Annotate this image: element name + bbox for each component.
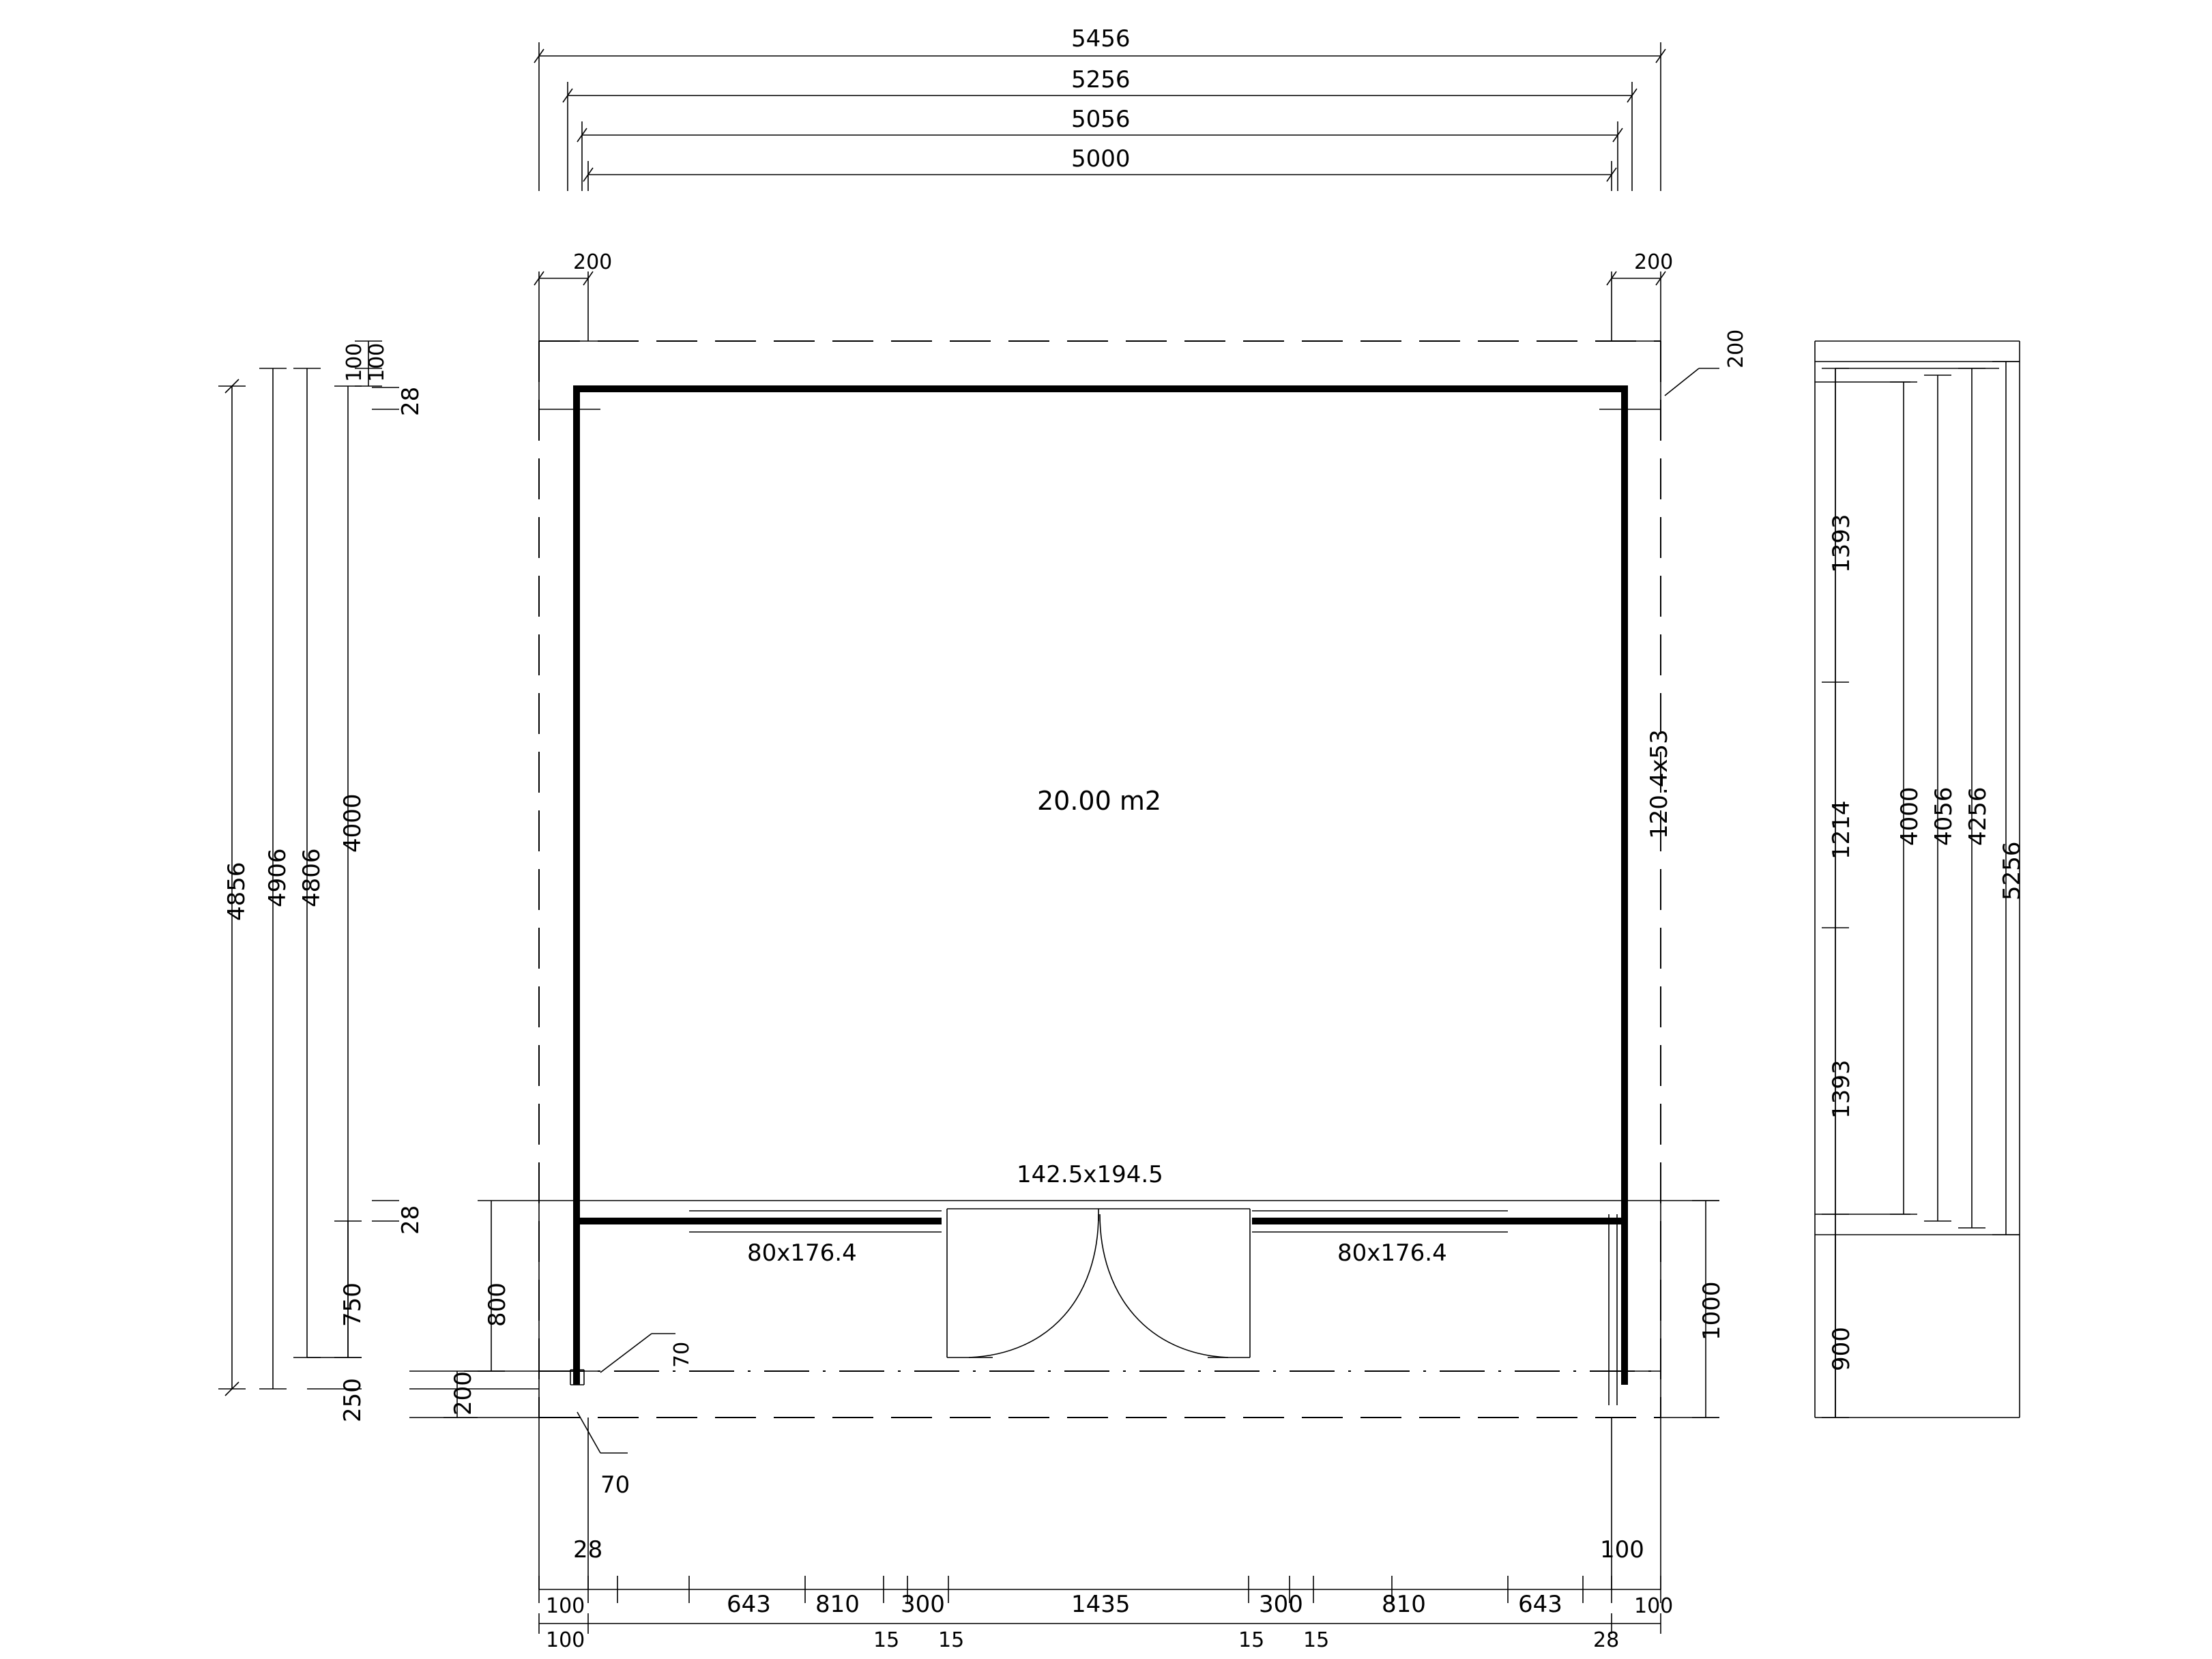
dim-left-750: 750 — [339, 1282, 366, 1327]
dim-bottomright-1000: 1000 — [1698, 1281, 1726, 1340]
dim-bottom-643-b: 643 — [1518, 1591, 1562, 1618]
dim-right-5256: 5256 — [1998, 841, 2026, 900]
dim-left-70-a: 70 — [670, 1341, 694, 1368]
dim-bottom-1435: 1435 — [1071, 1591, 1131, 1618]
dim-bottom-15-c: 15 — [1238, 1628, 1265, 1652]
area-label: 20.00 m2 — [1037, 786, 1162, 816]
dim-bottom-100-c: 100 — [546, 1628, 585, 1652]
dim-top-5256: 5256 — [1071, 66, 1131, 93]
dim-top-right-rot-200: 200 — [1724, 329, 1748, 368]
dim-left-100-b: 100 — [365, 342, 389, 382]
dim-right-1214: 1214 — [1828, 800, 1855, 860]
dim-right-4256: 4256 — [1964, 787, 1992, 846]
dim-top-5000: 5000 — [1071, 145, 1131, 173]
dim-left-4806: 4806 — [298, 848, 325, 907]
door-size-label: 142.5x194.5 — [1017, 1161, 1163, 1188]
dim-right-4056: 4056 — [1930, 787, 1958, 846]
dim-bottom-100-a: 100 — [546, 1594, 585, 1618]
dim-left-4856: 4856 — [223, 862, 250, 921]
dim-right-1393-bottom: 1393 — [1828, 1059, 1855, 1119]
dim-bottom-28: 28 — [573, 1536, 603, 1563]
window-right-label: 80x176.4 — [1337, 1239, 1447, 1267]
dim-left-28-top: 28 — [397, 386, 424, 416]
dim-bottom-300-a: 300 — [901, 1591, 945, 1618]
dim-right-1393-top: 1393 — [1828, 514, 1855, 573]
dim-left-100-a: 100 — [343, 342, 366, 382]
dim-left-200: 200 — [450, 1371, 477, 1415]
dim-bottom-100-right-top: 100 — [1600, 1536, 1644, 1563]
dim-bottom-643-a: 643 — [727, 1591, 771, 1618]
dim-bottom-810-b: 810 — [1382, 1591, 1426, 1618]
dim-bottom-15-b: 15 — [938, 1628, 965, 1652]
dim-left-70-b: 70 — [600, 1471, 630, 1499]
dim-left-800: 800 — [484, 1282, 511, 1327]
dim-bottom-300-b: 300 — [1259, 1591, 1303, 1618]
dim-top-right-200: 200 — [1634, 250, 1674, 274]
window-left-label: 80x176.4 — [747, 1239, 857, 1267]
dim-bottom-810-a: 810 — [815, 1591, 860, 1618]
dim-right-4000: 4000 — [1896, 787, 1923, 846]
dim-left-28-bottom: 28 — [397, 1205, 424, 1235]
dim-top-left-200: 200 — [573, 250, 613, 274]
dim-right-900: 900 — [1828, 1327, 1855, 1371]
dim-bottom-100-b: 100 — [1634, 1594, 1674, 1618]
wall-section-label: 120.4x53 — [1646, 729, 1673, 839]
dim-bottom-28-right: 28 — [1593, 1628, 1620, 1652]
dim-bottom-15-d: 15 — [1303, 1628, 1330, 1652]
dim-top-5056: 5056 — [1071, 106, 1131, 133]
dim-left-4000: 4000 — [339, 793, 366, 853]
dim-left-250: 250 — [339, 1378, 366, 1422]
dim-left-4906: 4906 — [264, 848, 291, 907]
dim-top-5456: 5456 — [1071, 25, 1131, 53]
dim-bottom-15-a: 15 — [873, 1628, 900, 1652]
